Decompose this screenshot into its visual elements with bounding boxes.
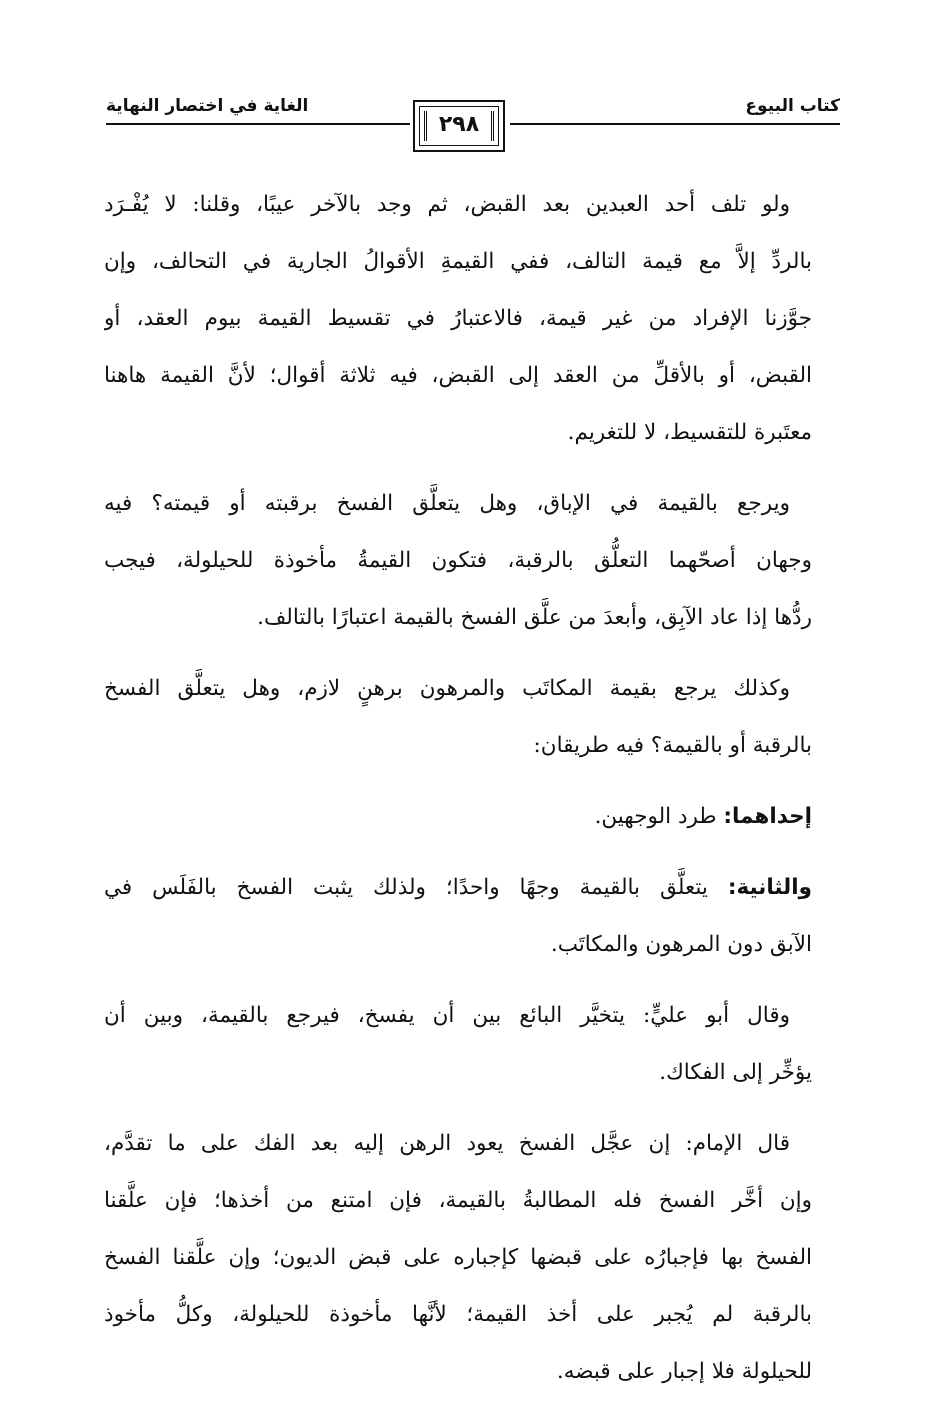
text-line: وكذلك يرجع بقيمة المكاتَب والمرهون برهنٍ لازم، وهل يتعلَّق الفسخ <box>104 676 790 701</box>
text-line: بالرقبة أو بالقيمة؟ فيه طريقان: <box>533 733 812 758</box>
text-line: ويرجع بالقيمة في الإباق، وهل يتعلَّق الفسخ برقبته أو قيمته؟ فيه <box>104 491 790 516</box>
text-line: يؤخِّر إلى الفكاك. <box>659 1060 812 1085</box>
text-run: يتعلَّق بالقيمة وجهًا واحدًا؛ ولذلك يثبت الفسخ بالفَلَس في <box>104 875 708 900</box>
section-title: كتاب البيوع <box>745 96 840 116</box>
text-line: ردُّها إذا عاد الآبِق، وأبعدَ من علَّق الفسخ بالقيمة اعتبارًا بالتالف. <box>257 605 812 630</box>
text-line: بالردِّ إلاَّ مع قيمة التالف، ففي القيمةِ الأقوالُ الجارية في التحالف، وإن <box>104 249 812 274</box>
text-line: الفسخ بها فإجبارُه على قبضها كإجباره على قبض الديون؛ وإن علَّقنا الفسخ <box>104 1245 812 1270</box>
page-number-frame <box>413 100 505 152</box>
lead-term: والثانية: <box>727 875 812 900</box>
text-line: بالرقبة لم يُجبر على أخذ القيمة؛ لأنَّها مأخوذة للحيلولة، وكلُّ مأخوذ <box>104 1302 812 1327</box>
paragraph <box>104 1115 812 1400</box>
text-line <box>104 859 812 916</box>
header-rule-left <box>106 123 410 125</box>
paragraph <box>104 475 812 646</box>
text-line <box>104 788 812 845</box>
text-line: للحيلولة فلا إجبار على قبضه. <box>556 1359 812 1384</box>
text-line: ولو تلف أحد العبدين بعد القبض، ثم وجد بالآخر عيبًا، وقلنا: لا يُفْـرَد <box>104 192 790 217</box>
paragraph <box>104 660 812 774</box>
paragraph <box>104 987 812 1101</box>
text-line: وإن أخَّر الفسخ فله المطالبةُ بالقيمة، فإن امتنع من أخذها؛ فإن علَّقنا <box>104 1188 812 1213</box>
text-line: جوَّزنا الإفراد من غير قيمة، فالاعتبارُ في تقسيط القيمة بيوم العقد، أو <box>104 306 812 331</box>
paragraph <box>104 788 812 845</box>
paragraph <box>104 176 812 461</box>
text-line: القبض، أو بالأقلِّ من العقد إلى القبض، فيه ثلاثة أقوال؛ لأنَّ القيمة هاهنا <box>104 363 812 388</box>
page-number: ٢٩٨ <box>438 112 480 137</box>
book-title: الغاية في اختصار النهاية <box>106 96 309 116</box>
main-text <box>104 176 812 1414</box>
lead-term: إحداهما: <box>723 804 812 829</box>
header-rule-right <box>510 123 840 125</box>
text-line: الآبق دون المرهون والمكاتَب. <box>550 932 812 957</box>
text-line: قال الإمام: إن عجَّل الفسخ يعود الرهن إليه بعد الفك على ما تقدَّم، <box>104 1131 790 1156</box>
text-line: معتَبرة للتقسيط، لا للتغريم. <box>567 420 812 445</box>
text-line: وقال أبو عليٍّ: يتخيَّر البائع بين أن يفسخ، فيرجع بالقيمة، وبين أن <box>104 1003 790 1028</box>
text-line: وجهان أصحّهما التعلُّق بالرقبة، فتكون القيمةُ مأخوذة للحيلولة، فيجب <box>104 548 812 573</box>
paragraph <box>104 859 812 973</box>
text-run: طرد الوجهين. <box>594 804 717 829</box>
